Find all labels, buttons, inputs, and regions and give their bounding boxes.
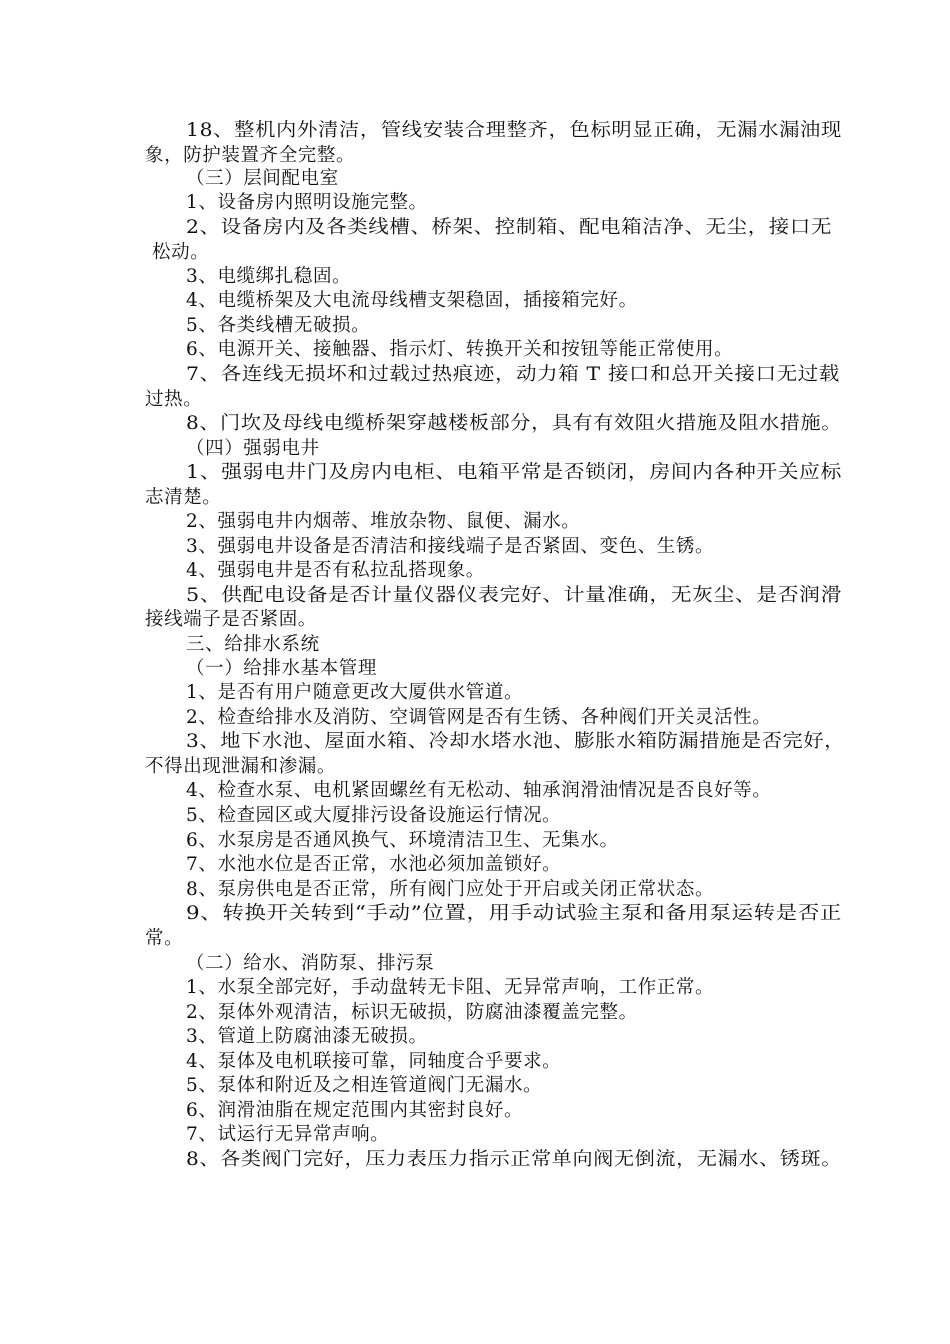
text-line: 2、检查给排水及消防、空调管网是否有生锈、各种阀们开关灵活性。 bbox=[186, 707, 772, 728]
text-line: 6、润滑油脂在规定范围内其密封良好。 bbox=[186, 1100, 524, 1121]
text-line: 7、水池水位是否正常，水池必须加盖锁好。 bbox=[186, 854, 562, 875]
text-line: 8、各类阀门完好，压力表压力指示正常单向阀无倒流，无漏水、锈斑。 bbox=[186, 1149, 842, 1170]
text-line: （二）给水、消防泵、排污泵 bbox=[186, 953, 435, 974]
text-line: 2、泵体外观清洁，标识无破损，防腐油漆覆盖完整。 bbox=[186, 1002, 638, 1023]
text-line: 5、各类线槽无破损。 bbox=[186, 315, 371, 336]
text-line: 1、设备房内照明设施完整。 bbox=[186, 192, 428, 213]
text-line: 5、供配电设备是否计量仪器仪表完好、计量准确，无灰尘、是否润滑 bbox=[186, 585, 842, 606]
text-line: 4、强弱电井是否有私拉乱搭现象。 bbox=[186, 560, 485, 581]
text-line: （一）给排水基本管理 bbox=[186, 658, 378, 679]
text-line: 4、泵体及电机联接可靠，同轴度合乎要求。 bbox=[186, 1051, 562, 1072]
text-line: 7、试运行无异常声响。 bbox=[186, 1124, 390, 1145]
text-line: 常。 bbox=[145, 928, 184, 949]
text-line: 18、整机内外清洁，管线安装合理整齐，色标明显正确，无漏水漏油现 bbox=[186, 120, 842, 141]
text-line: 1、是否有用户随意更改大厦供水管道。 bbox=[186, 682, 524, 703]
text-line: 3、电缆绑扎稳固。 bbox=[186, 266, 352, 287]
text-line: 4、电缆桥架及大电流母线槽支架稳固，插接箱完好。 bbox=[186, 290, 638, 311]
text-line: （四）强弱电井 bbox=[186, 438, 320, 459]
text-line: 2、强弱电井内烟蒂、堆放杂物、鼠便、漏水。 bbox=[186, 511, 581, 532]
text-line: 5、检查园区或大厦排污设备设施运行情况。 bbox=[186, 805, 562, 826]
text-line: 志清楚。 bbox=[145, 487, 222, 508]
text-line: 7、各连线无损坏和过载过热痕迹，动力箱 T 接口和总开关接口无过载 bbox=[186, 364, 841, 385]
text-line: 不得出现泄漏和渗漏。 bbox=[145, 756, 337, 777]
text-line: 接线端子是否紧固。 bbox=[145, 609, 317, 630]
text-line: 6、水泵房是否通风换气、环境清洁卫生、无集水。 bbox=[186, 830, 619, 851]
text-line: 8、泵房供电是否正常，所有阀门应处于开启或关闭正常状态。 bbox=[186, 879, 715, 900]
text-line: 4、检查水泵、电机紧固螺丝有无松动、轴承润滑油情况是否良好等。 bbox=[186, 780, 772, 801]
text-line: 3、地下水池、屋面水箱、冷却水塔水池、膨胀水箱防漏措施是否完好， bbox=[186, 731, 846, 752]
text-line: 松动。 bbox=[152, 242, 210, 263]
text-line: 9、转换开关转到“手动”位置，用手动试验主泵和备用泵运转是否正 bbox=[186, 903, 843, 924]
text-line: 8、门坎及母线电缆桥架穿越楼板部分，具有有效阻火措施及阻水措施。 bbox=[186, 413, 842, 434]
text-line: 2、设备房内及各类线槽、桥架、控制箱、配电箱洁净、无尘，接口无 bbox=[186, 217, 833, 238]
text-line: 5、泵体和附近及之相连管道阀门无漏水。 bbox=[186, 1075, 543, 1096]
text-line: 1、水泵全部完好，手动盘转无卡阻、无异常声响，工作正常。 bbox=[186, 977, 715, 998]
text-line: 6、电源开关、接触器、指示灯、转换开关和按钮等能正常使用。 bbox=[186, 339, 734, 360]
text-line: 3、管道上防腐油漆无破损。 bbox=[186, 1026, 428, 1047]
text-line: 过热。 bbox=[145, 389, 203, 410]
text-line: 1、强弱电井门及房内电柜、电箱平常是否锁闭，房间内各种开关应标 bbox=[186, 462, 842, 483]
text-line: 3、强弱电井设备是否清洁和接线端子是否紧固、变色、生锈。 bbox=[186, 536, 715, 557]
text-line: 象，防护装置齐全完整。 bbox=[145, 145, 356, 166]
text-line: 三、给排水系统 bbox=[186, 634, 320, 655]
text-line: （三）层间配电室 bbox=[186, 168, 339, 189]
